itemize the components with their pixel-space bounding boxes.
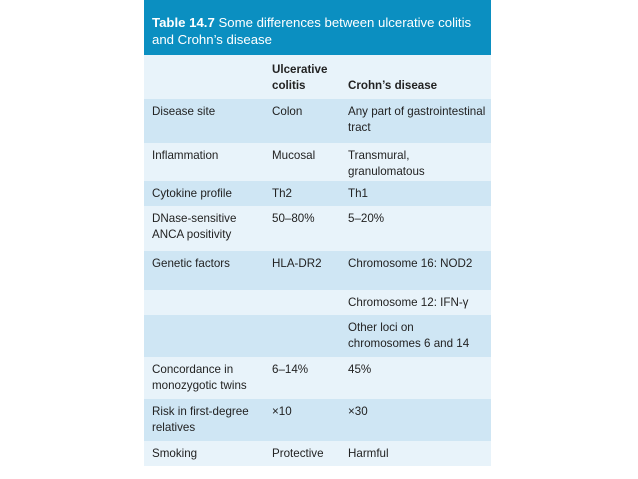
table-row: [144, 143, 491, 181]
uc-value: Th2: [272, 187, 292, 200]
uc-value: Mucosal: [272, 149, 316, 162]
row-label: Risk in first-degree relatives: [152, 405, 249, 434]
uc-value: ×10: [272, 405, 292, 418]
table-row: [144, 441, 491, 466]
table-row: [144, 99, 491, 143]
crohn-value: Chromosome 16: NOD2: [348, 257, 473, 270]
crohn-value: Th1: [348, 187, 368, 200]
crohn-value: Other loci on chromosomes 6 and 14: [348, 321, 470, 350]
table-row: [144, 251, 491, 290]
row-label: Cytokine profile: [152, 187, 232, 200]
table-number: Table 14.7: [152, 15, 215, 30]
row-label: Smoking: [152, 447, 198, 460]
table-row: [144, 290, 491, 315]
crohn-value: Chromosome 12: IFN-γ: [348, 296, 469, 309]
table-row: [144, 206, 491, 251]
table-row: [144, 315, 491, 357]
comparison-table: [144, 0, 491, 466]
table-title-text: Some differences between ulcerative colitis and Crohn’s disease: [152, 15, 472, 47]
crohn-value: ×30: [348, 405, 368, 418]
header-ulcerative-colitis: Ulcerative colitis: [272, 63, 328, 92]
row-label: Disease site: [152, 105, 216, 118]
crohn-value: Transmural, granulomatous: [348, 149, 425, 178]
crohn-value: Harmful: [348, 447, 389, 460]
header-crohns-disease: Crohn’s disease: [348, 79, 438, 92]
row-label: Genetic factors: [152, 257, 230, 270]
crohn-value: 45%: [348, 363, 372, 376]
header-row: [144, 55, 491, 99]
uc-value: 50–80%: [272, 212, 315, 225]
table-row: [144, 181, 491, 206]
table-title: [144, 0, 491, 55]
uc-value: Colon: [272, 105, 303, 118]
uc-value: Protective: [272, 447, 324, 460]
table-row: [144, 357, 491, 399]
uc-value: HLA-DR2: [272, 257, 322, 270]
crohn-value: Any part of gastrointestinal tract: [348, 105, 486, 134]
uc-value: 6–14%: [272, 363, 309, 376]
row-label: Inflammation: [152, 149, 219, 162]
row-label: Concordance in monozygotic twins: [152, 363, 247, 392]
crohn-value: 5–20%: [348, 212, 385, 225]
table-row: [144, 399, 491, 441]
row-label: DNase-sensitive ANCA positivity: [152, 212, 237, 241]
